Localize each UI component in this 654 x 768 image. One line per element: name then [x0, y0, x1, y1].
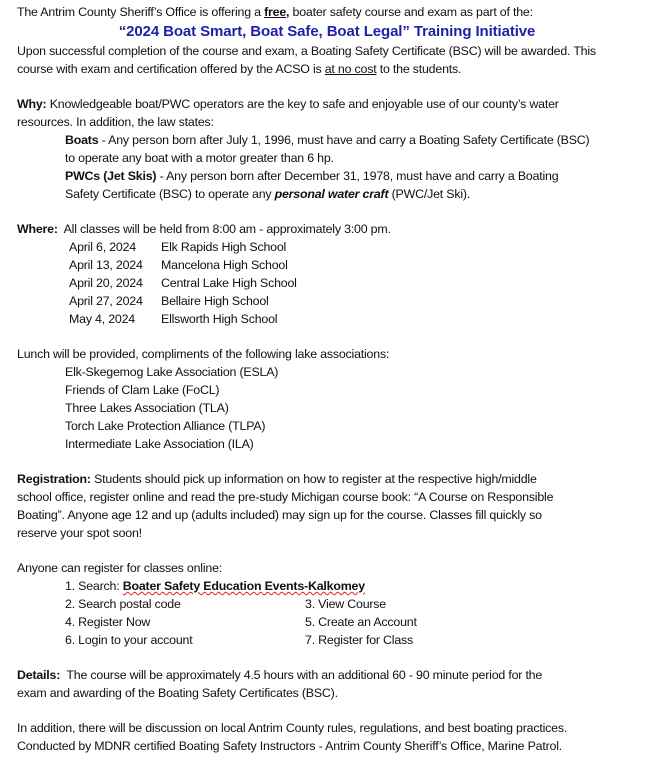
registration-section [17, 470, 637, 488]
text: - Any person born after July 1, 1996, must have and carry a Boating Safety Certificate (BSC) [98, 133, 590, 147]
why-section [17, 95, 637, 113]
details-text: exam and awarding of the Boating Safety Certificates (BSC). [17, 686, 338, 700]
class-date: April 20, 2024 [69, 276, 143, 290]
pwc-emphasis: personal water craft [274, 187, 389, 201]
class-row [17, 292, 637, 310]
boats-rule [17, 131, 637, 149]
class-date: May 4, 2024 [69, 312, 135, 326]
class-school: Ellsworth High School [161, 312, 278, 326]
intro-paragraph-line: Upon successful completion of the course and exam, a Boating Safety Certificate (BSC) will be awarded. This [17, 44, 596, 58]
closing-text: Conducted by MDNR certified Boating Safety Instructors - Antrim County Sheriff’s Office, Marine Patrol. [17, 739, 563, 753]
document-title: “2024 Boat Smart, Boat Safe, Boat Legal” Training Initiative [118, 23, 536, 40]
association-item: Torch Lake Protection Alliance (TLPA) [65, 419, 266, 433]
intro-text: The Antrim County Sheriff’s Office is offering a [17, 5, 265, 19]
step: 2. Search postal code [65, 597, 181, 611]
pwc-rule [17, 167, 637, 185]
association-item: Elk-Skegemog Lake Association (ESLA) [65, 365, 279, 379]
text: course with exam and certification offered by the ACSO is [17, 62, 325, 76]
step-1 [17, 577, 637, 595]
text: Knowledgeable boat/PWC operators are the key to safe and enjoyable use of our county’s water [46, 97, 559, 111]
text: Safety Certificate (BSC) to operate any [65, 187, 275, 201]
text: 1. Search: [65, 579, 123, 593]
intro-paragraph-line [17, 60, 637, 78]
registration-label: Registration: [17, 472, 91, 486]
closing-text: In addition, there will be discussion on local Antrim County rules, regulations, and best boating practices. [17, 721, 568, 735]
class-school: Elk Rapids High School [161, 240, 287, 254]
text: to the students. [376, 62, 462, 76]
step: 6. Login to your account [65, 633, 193, 647]
pwc-rule-text [17, 185, 637, 203]
details-label: Details: [17, 668, 61, 682]
step: 3. View Course [305, 597, 386, 611]
online-text: Anyone can register for classes online: [17, 561, 223, 575]
why-label: Why: [17, 97, 47, 111]
association-item: Intermediate Lake Association (ILA) [65, 437, 254, 451]
intro-line [17, 3, 637, 21]
why-text: resources. In addition, the law states: [17, 115, 214, 129]
class-date: April 27, 2024 [69, 294, 143, 308]
text: The course will be approximately 4.5 hours with an additional 60 - 90 minute period for the [60, 668, 543, 682]
class-row [17, 256, 637, 274]
text: (PWC/Jet Ski). [388, 187, 471, 201]
where-section [17, 220, 637, 238]
pwc-label: PWCs (Jet Skis) [65, 169, 157, 183]
registration-text: reserve your spot soon! [17, 526, 142, 540]
class-school: Central Lake High School [161, 276, 297, 290]
class-date: April 6, 2024 [69, 240, 136, 254]
class-school: Bellaire High School [161, 294, 269, 308]
text: All classes will be held from 8:00 am - approximately 3:00 pm. [57, 222, 391, 236]
no-cost-emphasis: at no cost [324, 62, 377, 76]
class-row [17, 238, 637, 256]
association-item: Three Lakes Association (TLA) [65, 401, 229, 415]
lunch-text: Lunch will be provided, compliments of the following lake associations: [17, 347, 390, 361]
step: 7. Register for Class [305, 633, 414, 647]
search-term: Boater Safety Education Events-Kalkomey [122, 579, 365, 593]
details-section [17, 666, 637, 684]
registration-text: school office, register online and read the pre-study Michigan course book: “A Course on Responsible [17, 490, 554, 504]
association-item: Friends of Clam Lake (FoCL) [65, 383, 220, 397]
boats-rule-text: to operate any boat with a motor greater than 6 hp. [65, 151, 334, 165]
step: 4. Register Now [65, 615, 151, 629]
where-label: Where: [17, 222, 58, 236]
steps-row [17, 595, 637, 613]
steps-row [17, 613, 637, 631]
class-school: Mancelona High School [161, 258, 288, 272]
registration-text: Boating”. Anyone age 12 and up (adults included) may sign up for the course. Classes fill quickly so [17, 508, 542, 522]
boats-label: Boats [65, 133, 99, 147]
intro-text-end: boater safety course and exam as part of the: [289, 5, 533, 19]
class-date: April 13, 2024 [69, 258, 143, 272]
steps-row [17, 631, 637, 649]
text: Students should pick up information on how to register at the respective high/middle [90, 472, 537, 486]
step: 5. Create an Account [305, 615, 417, 629]
free-emphasis: free, [264, 5, 290, 19]
text: - Any person born after December 31, 1978, must have and carry a Boating [156, 169, 559, 183]
class-row [17, 274, 637, 292]
class-row [17, 310, 637, 328]
